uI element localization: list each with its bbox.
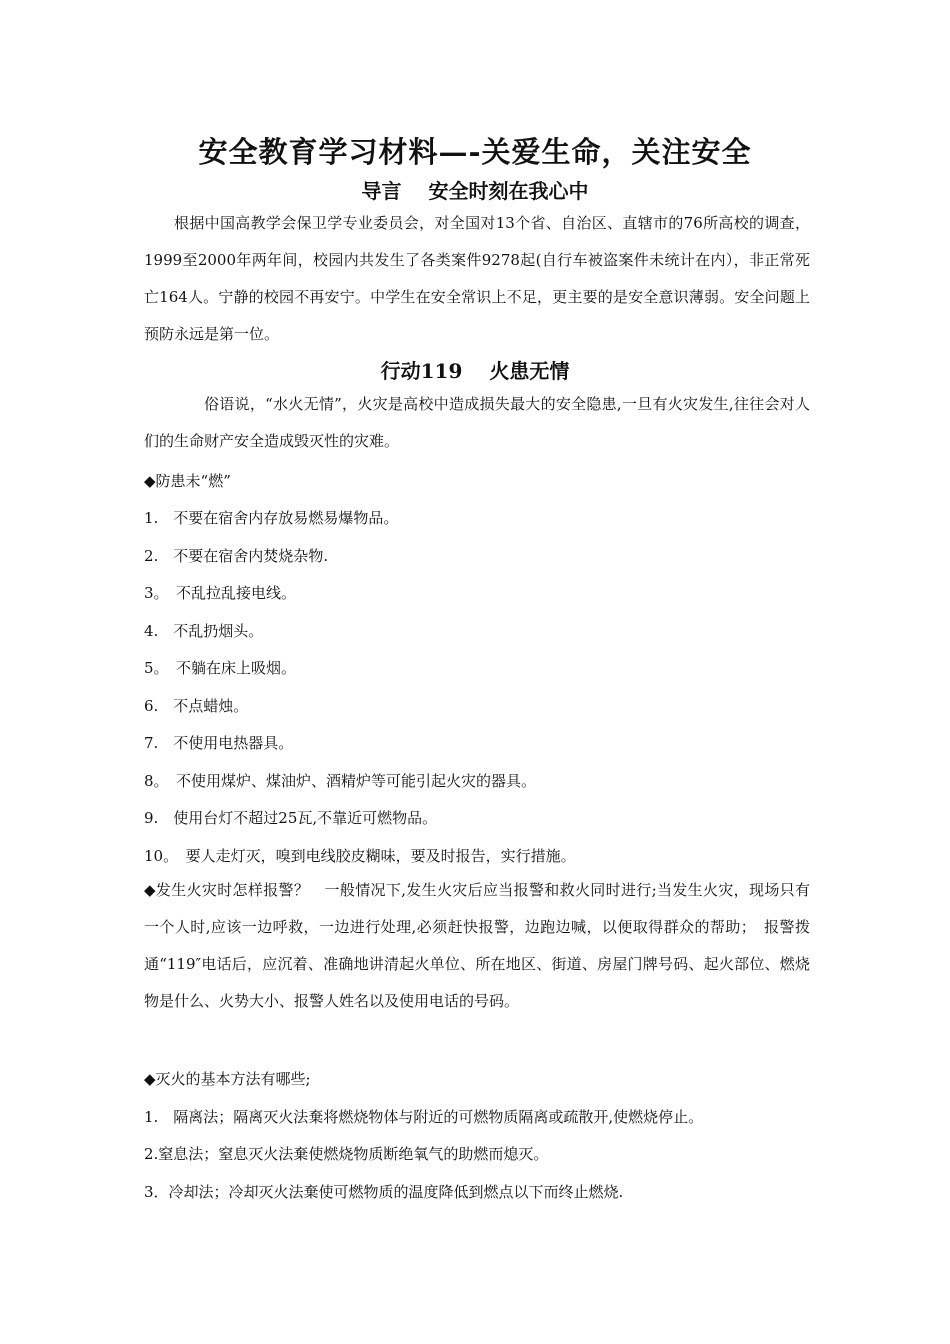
prevention-item: 3。 不乱拉乱接电线。 [144,584,297,602]
prevention-item: 7. 不使用电热器具。 [144,734,294,752]
prevention-item: 8。 不使用煤炉、煤油炉、酒精炉等可能引起火灾的器具。 [144,772,537,790]
prevention-item: 9. 使用台灯不超过25瓦,不靠近可燃物品。 [144,809,438,827]
alarm-paragraph: ◆发生火灾时怎样报警？ 一般情况下,发生火灾后应当报警和救火同时进行;当发生火灾，现场只有一个人时,应该一边呼救，一边进行处理,必须赶快报警，边跑边喊，以便取得群众的帮助； 报警拨通“119″电话后，应沉着、准确地讲清起火单位、所在地区、街道、房屋门牌号码、起火部位、燃烧物是什么、火势大小、报警人姓名以及使用电话的号码。 [144,881,810,1010]
fire-heading: 行动119 火患无情 [380,359,570,383]
intro-paragraph: 根据中国高教学会保卫学专业委员会，对全国对13个省、自治区、直辖市的76所高校的调查，1999至2000年两年间，校园内共发生了各类案件9278起(自行车被盗案件未统计在内），非正常死亡164人。宁静的校园不再安宁。中学生在安全常识上不足，更主要的是安全意识薄弱。安全问题上预防永远是第一位。 [144,214,810,343]
method-item: 3．冷却法；冷却灭火法棄使可燃物质的温度降低到燃点以下而终止燃烧. [144,1183,624,1201]
document-title: 安全教育学习材料—-关爱生命，关注安全 [198,135,752,169]
prevention-item: 5。 不躺在床上吸烟。 [144,659,297,677]
prevention-title: ◆防患未“燃” [144,472,231,490]
intro-heading: 导言 安全时刻在我心中 [361,179,589,203]
fire-paragraph: 俗语说，“水火无情”，火灾是高校中造成损失最大的安全隐患,一旦有火灾发生,往往会对人们的生命财产安全造成毁灭性的灾难。 [144,395,810,450]
prevention-item: 6. 不点蜡烛。 [144,697,249,715]
methods-title: ◆灭火的基本方法有哪些; [144,1070,311,1088]
method-item: 1. 隔离法；隔离灭火法棄将燃烧物体与附近的可燃物质隔离或疏散开,使燃烧停止。 [144,1108,704,1126]
prevention-item: 10。 要人走灯灭，嗅到电线胶皮糊味，要及时报告，实行措施。 [144,847,576,865]
prevention-item: 2. 不要在宿舍内焚烧杂物. [144,547,329,565]
method-item: 2.窒息法；窒息灭火法棄使燃烧物质断绝氧气的助燃而熄灭。 [144,1145,549,1163]
prevention-item: 1. 不要在宿舍内存放易燃易爆物品。 [144,509,399,527]
prevention-item: 4. 不乱扔烟头。 [144,622,264,640]
